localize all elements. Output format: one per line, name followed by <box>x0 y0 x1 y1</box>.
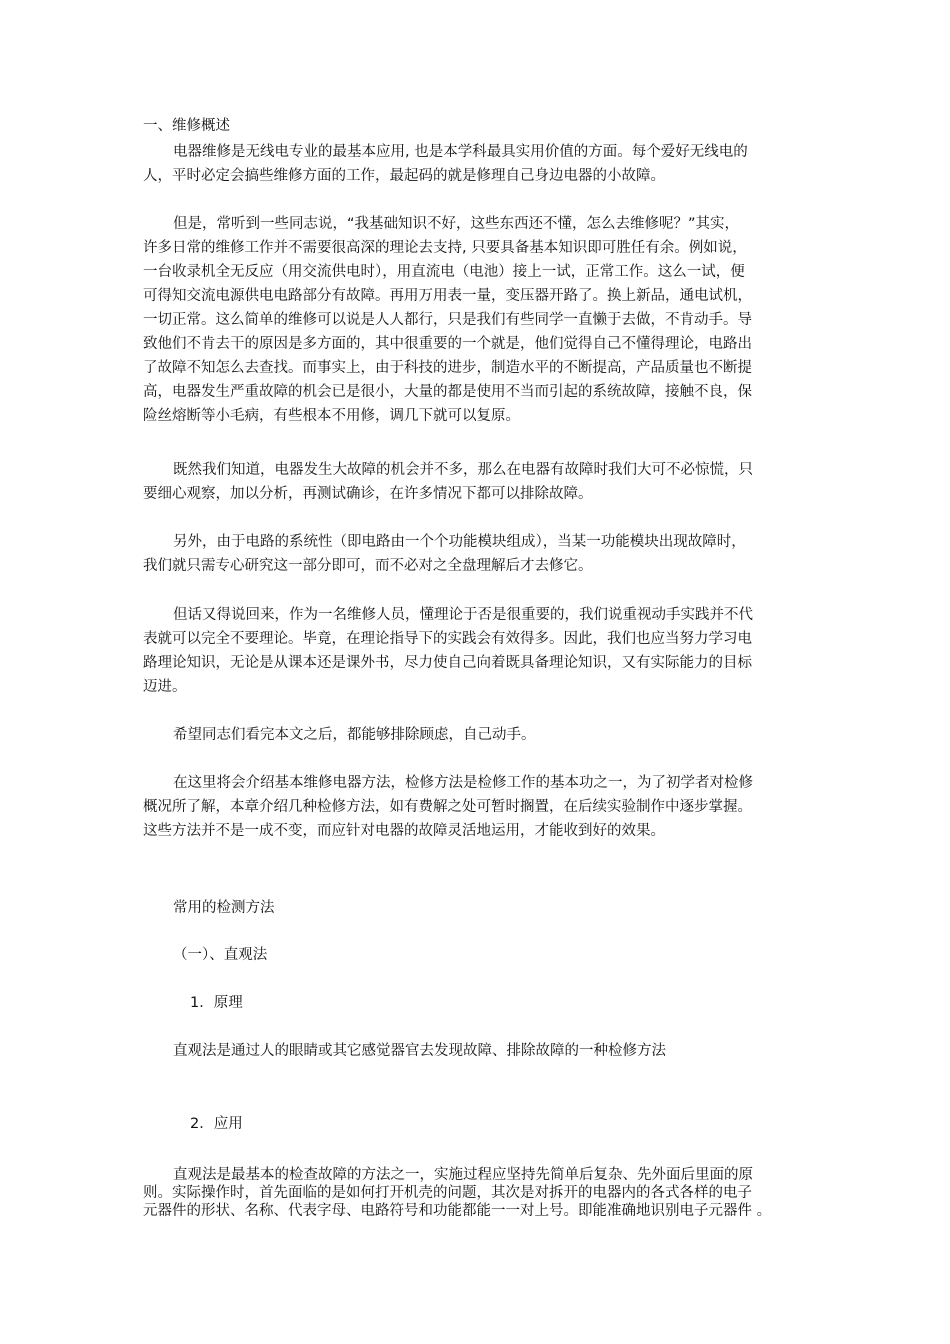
application-heading-text: 2．应用 <box>190 1116 243 1132</box>
paragraph-3 <box>143 458 753 506</box>
paragraph-line: 许多日常的维修工作并不需要很高深的理论去支持, 只要具备基本知识即可胜任有余。例如说， <box>143 240 747 256</box>
paragraph-line: 可得知交流电源供电电路部分有故障。再用万用表一量，变压器开路了。换上新品，通电试机， <box>143 288 752 304</box>
methods-heading-text: 常用的检测方法 <box>173 900 275 916</box>
paragraph-line: 既然我们知道，电器发生大故障的机会并不多，那么在电器有故障时我们大可不必惊慌，只 <box>173 462 753 478</box>
paragraph-line: 希望同志们看完本文之后，都能够排除顾虑，自己动手。 <box>173 727 536 743</box>
paragraph-line: 路理论知识，无论是从课本还是课外书，尽力使自己向着既具备理论知识，又有实际能力的目标 <box>143 655 752 671</box>
paragraph-5 <box>143 603 753 699</box>
paragraph-line: 另外，由于电路的系统性（即电路由一个个功能模块组成），当某一功能模块出现故障时， <box>173 534 746 550</box>
application-heading <box>190 1112 243 1136</box>
section-heading-text: 一、维修概述 <box>143 118 230 134</box>
paragraph-2 <box>143 212 752 428</box>
paragraph-line: 直观法是最基本的检查故障的方法之一，实施过程应坚持先简单后复杂、先外面后里面的原 <box>173 1167 753 1183</box>
paragraph-line: 一切正常。这么简单的维修可以说是人人都行，只是我们有些同学一直懒于去做，不肯动手。导 <box>143 312 752 328</box>
paragraph-6 <box>143 723 536 747</box>
paragraph-line: 高，电器发生严重故障的机会已是很小，大量的都是使用不当而引起的系统故障，接触不良，保 <box>143 384 752 400</box>
paragraph-line: 了故障不知怎么去查找。而事实上，由于科技的进步，制造水平的不断提高，产品质量也不断提 <box>143 360 752 376</box>
paragraph-line: 但话又得说回来，作为一名维修人员，懂理论于否是很重要的，我们说重视动手实践并不代 <box>173 607 753 623</box>
method-1-heading <box>173 943 267 967</box>
paragraph-line: 迈进。 <box>143 679 187 695</box>
paragraph-line: 电器维修是无线电专业的最基本应用, 也是本学科最具实用价值的方面。每个爱好无线电的 <box>173 144 748 160</box>
paragraph-line: 但是，常听到一些同志说，“我基础知识不好，这些东西还不懂，怎么去维修呢？”其实， <box>173 216 740 232</box>
principle-text <box>173 1039 666 1063</box>
method-1-heading-text: （一）、直观法 <box>173 947 268 963</box>
paragraph-line: 人，平时必定会搞些维修方面的工作，最起码的就是修理自己身边电器的小故障。 <box>143 168 665 184</box>
paragraph-line: 致他们不肯去干的原因是多方面的，其中很重要的一个就是，他们觉得自己不懂得理论，电路出 <box>143 336 752 352</box>
section-heading <box>143 114 230 138</box>
paragraph-line: 一台收录机全无反应（用交流供电时），用直流电（电池）接上一试，正常工作。这么一试，便 <box>143 264 745 280</box>
paragraph-line: 在这里将会介绍基本维修电器方法，检修方法是检修工作的基本功之一，为了初学者对检修 <box>173 775 753 791</box>
paragraph-line: 要细心观察，加以分析，再测试确诊，在许多情况下都可以排除故障。 <box>143 486 593 502</box>
principle-heading-text: 1．原理 <box>190 995 243 1011</box>
paragraph-4 <box>143 530 746 578</box>
paragraph-1 <box>143 140 748 188</box>
paragraph-line: 表就可以完全不要理论。毕竟，在理论指导下的实践会有效得多。因此，我们也应当努力学习电 <box>143 631 752 647</box>
principle-heading <box>190 991 243 1015</box>
paragraph-line: 我们就只需专心研究这一部分即可，而不必对之全盘理解后才去修它。 <box>143 558 593 574</box>
paragraph-7 <box>143 771 753 843</box>
paragraph-line: 险丝熔断等小毛病，有些根本不用修，调几下就可以复原。 <box>143 408 520 424</box>
principle-text-line: 直观法是通过人的眼睛或其它感觉器官去发现故障、排除故障的一种检修方法 <box>173 1043 666 1059</box>
paragraph-line: 这些方法并不是一成不变，而应针对电器的故障灵活地运用，才能收到好的效果。 <box>143 823 665 839</box>
paragraph-line: 则。实际操作时，首先面临的是如何打开机壳的问题，其次是对拆开的电器内的各式各样的电子 <box>143 1185 752 1201</box>
methods-heading <box>173 896 275 920</box>
paragraph-line: 概况所了解，本章介绍几种检修方法，如有费解之处可暂时搁置，在后续实验制作中逐步掌握。 <box>143 799 752 815</box>
paragraph-line: 元器件的形状、名称、代表字母、电路符号和功能都能一一对上号。即能准确地识别电子元器件 。 <box>143 1203 772 1219</box>
application-paragraph <box>143 1163 771 1217</box>
